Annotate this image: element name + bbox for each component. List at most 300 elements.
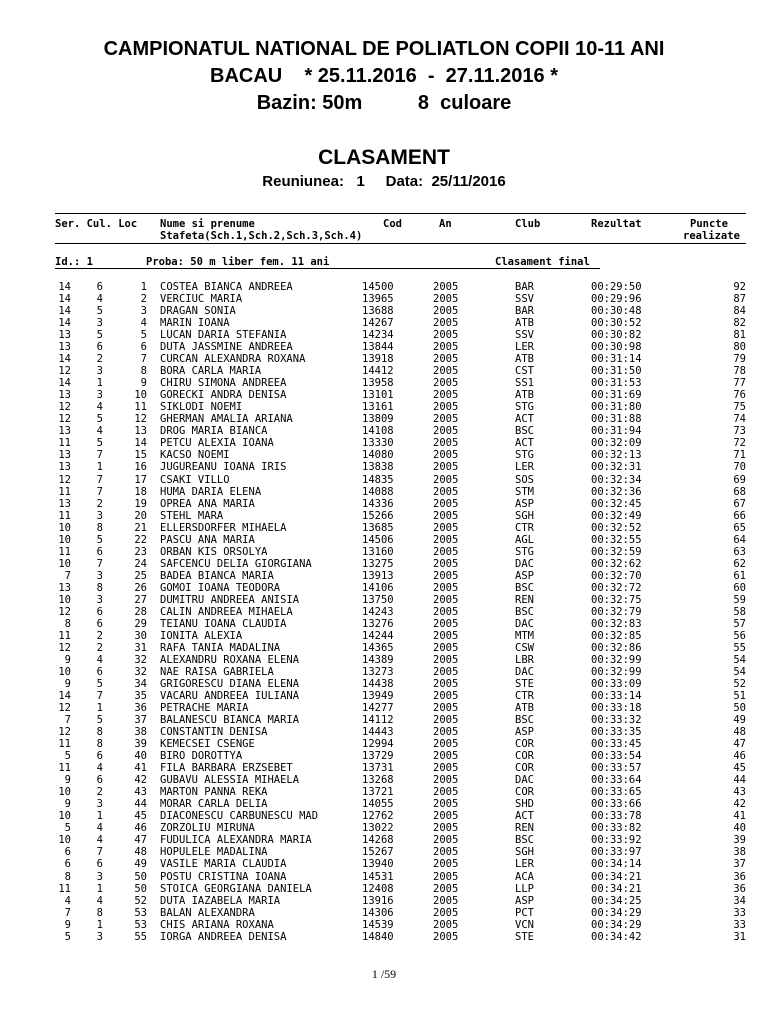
col-puncte: Puncte: [690, 218, 728, 230]
cell-rezultat: 00:32:70: [591, 569, 642, 582]
cell-cul: 3: [96, 569, 103, 582]
cell-an: 2005: [433, 798, 459, 811]
cell-ser: 12: [58, 702, 71, 714]
event-status: Clasament final: [495, 256, 590, 268]
cell-cul: 8: [96, 906, 103, 919]
cell-rezultat: 00:30:82: [591, 329, 642, 342]
cell-loc: 46: [134, 822, 147, 835]
cell-cod: 13685: [362, 521, 394, 534]
table-row: [0, 377, 768, 389]
cell-loc: 36: [134, 702, 147, 714]
cell-an: 2005: [433, 702, 459, 714]
cell-loc: 53: [134, 906, 147, 919]
cell-cul: 6: [96, 341, 103, 354]
cell-club: SGH: [515, 846, 534, 859]
cell-rezultat: 00:32:79: [591, 605, 642, 618]
cell-puncte: 78: [733, 365, 746, 378]
cell-puncte: 87: [733, 293, 746, 305]
cell-club: LER: [515, 341, 534, 354]
cell-rezultat: 00:31:50: [591, 365, 642, 378]
table-row: [0, 449, 768, 461]
cell-puncte: 40: [733, 822, 746, 835]
cell-name: GUBAVU ALESSIA MIHAELA: [160, 774, 300, 787]
cell-cod: 13729: [362, 750, 394, 763]
cell-puncte: 54: [733, 666, 746, 678]
cell-an: 2005: [433, 846, 459, 859]
cell-puncte: 66: [733, 509, 746, 522]
cell-an: 2005: [433, 389, 459, 402]
cell-loc: 49: [134, 858, 147, 871]
cell-club: SHD: [515, 798, 534, 811]
cell-club: AGL: [515, 533, 534, 546]
cell-club: SSV: [515, 293, 534, 305]
cell-loc: 3: [140, 305, 147, 318]
cell-ser: 6: [64, 858, 71, 871]
table-row: [0, 738, 768, 750]
cell-cul: 2: [96, 497, 103, 510]
table-row: [0, 317, 768, 329]
cell-club: COR: [515, 762, 534, 775]
cell-an: 2005: [433, 726, 459, 739]
cell-ser: 13: [58, 389, 71, 402]
cell-loc: 18: [134, 485, 147, 498]
cell-club: STE: [515, 678, 534, 690]
cell-cod: 14268: [362, 834, 394, 847]
cell-name: BALANESCU BIANCA MARIA: [160, 714, 300, 727]
cell-loc: 29: [134, 617, 147, 630]
cell-cul: 4: [96, 762, 103, 775]
header-bottom-rule: [55, 243, 746, 244]
cell-puncte: 69: [733, 473, 746, 486]
cell-ser: 13: [58, 581, 71, 594]
cell-club: SSV: [515, 329, 534, 342]
cell-cul: 7: [96, 485, 103, 498]
cell-cod: 13965: [362, 293, 394, 305]
cell-loc: 37: [134, 714, 147, 727]
cell-puncte: 79: [733, 353, 746, 366]
table-row: [0, 618, 768, 630]
table-row: [0, 690, 768, 702]
cell-loc: 31: [134, 641, 147, 654]
cell-ser: 9: [64, 653, 71, 666]
cell-ser: 14: [58, 305, 71, 318]
col-realizate: realizate: [683, 230, 740, 242]
table-row: [0, 907, 768, 919]
cell-loc: 52: [134, 894, 147, 907]
cell-ser: 11: [58, 509, 71, 522]
cell-name: DUTA IAZABELA MARIA: [160, 894, 281, 907]
cell-loc: 21: [134, 521, 147, 534]
table-row: [0, 474, 768, 486]
cell-rezultat: 00:30:98: [591, 341, 642, 354]
cell-rezultat: 00:32:49: [591, 509, 642, 522]
cell-club: CTR: [515, 690, 534, 702]
cell-club: DAC: [515, 617, 534, 630]
cell-loc: 11: [134, 401, 147, 414]
cell-puncte: 71: [733, 449, 746, 462]
cell-loc: 25: [134, 569, 147, 582]
cell-cul: 5: [96, 413, 103, 426]
cell-club: LBR: [515, 653, 534, 666]
cell-name: VERCIUC MARIA: [160, 293, 243, 305]
cell-club: BAR: [515, 281, 534, 293]
cell-rezultat: 00:33:97: [591, 846, 642, 859]
cell-ser: 10: [58, 557, 71, 570]
cell-name: PETRACHE MARIA: [160, 702, 249, 714]
cell-cod: 12762: [362, 810, 394, 823]
cell-club: ATB: [515, 702, 534, 714]
col-ser-cul-loc: Ser. Cul. Loc: [55, 218, 138, 230]
cell-ser: 13: [58, 425, 71, 438]
cell-cul: 6: [96, 281, 103, 293]
cell-loc: 16: [134, 461, 147, 474]
cell-rezultat: 00:34:21: [591, 870, 642, 883]
cell-loc: 9: [140, 377, 147, 390]
cell-an: 2005: [433, 666, 459, 678]
cell-name: JUGUREANU IOANA IRIS: [160, 461, 287, 474]
cell-name: POSTU CRISTINA IOANA: [160, 870, 287, 883]
cell-cul: 1: [96, 377, 103, 390]
cell-cul: 8: [96, 581, 103, 594]
session-date: Reuniunea: 1 Data: 25/11/2016: [262, 173, 506, 190]
cell-loc: 24: [134, 557, 147, 570]
cell-cod: 13022: [362, 822, 394, 835]
table-row: [0, 594, 768, 606]
cell-an: 2005: [433, 690, 459, 702]
cell-cul: 7: [96, 473, 103, 486]
cell-cul: 6: [96, 750, 103, 763]
cell-club: DAC: [515, 666, 534, 678]
cell-cul: 1: [96, 918, 103, 931]
cell-ser: 9: [64, 678, 71, 690]
cell-puncte: 74: [733, 413, 746, 426]
cell-name: DIACONESCU CARBUNESCU MAD: [160, 810, 319, 823]
cell-name: ORBAN KIS ORSOLYA: [160, 545, 268, 558]
cell-rezultat: 00:33:54: [591, 750, 642, 763]
pool-info: Bazin: 50m 8 culoare: [256, 92, 512, 114]
cell-club: PCT: [515, 906, 534, 919]
table-row: [0, 858, 768, 870]
cell-cod: 14500: [362, 281, 394, 293]
cell-club: LER: [515, 858, 534, 871]
cell-name: GORECKI ANDRA DENISA: [160, 389, 287, 402]
cell-cul: 3: [96, 870, 103, 883]
cell-club: BAR: [515, 305, 534, 318]
table-row: [0, 883, 768, 895]
cell-cul: 1: [96, 702, 103, 714]
table-row: [0, 341, 768, 353]
cell-rezultat: 00:33:14: [591, 690, 642, 702]
cell-club: DAC: [515, 557, 534, 570]
cell-ser: 7: [64, 906, 71, 919]
cell-cod: 13916: [362, 894, 394, 907]
cell-an: 2005: [433, 918, 459, 931]
cell-an: 2005: [433, 774, 459, 787]
cell-loc: 32: [134, 666, 147, 678]
cell-name: STOICA GEORGIANA DANIELA: [160, 882, 312, 895]
cell-puncte: 55: [733, 641, 746, 654]
cell-cod: 14539: [362, 918, 394, 931]
cell-cul: 3: [96, 317, 103, 330]
cell-name: BORA CARLA MARIA: [160, 365, 262, 378]
cell-cul: 4: [96, 293, 103, 305]
cell-rezultat: 00:32:83: [591, 617, 642, 630]
cell-loc: 48: [134, 846, 147, 859]
cell-puncte: 36: [733, 882, 746, 895]
cell-rezultat: 00:32:86: [591, 641, 642, 654]
cell-puncte: 47: [733, 738, 746, 751]
cell-ser: 12: [58, 641, 71, 654]
cell-club: ATB: [515, 317, 534, 330]
cell-cod: 13161: [362, 401, 394, 414]
cell-club: MTM: [515, 629, 534, 642]
table-row: [0, 726, 768, 738]
cell-loc: 38: [134, 726, 147, 739]
cell-ser: 10: [58, 834, 71, 847]
cell-club: SS1: [515, 377, 534, 390]
cell-name: KEMECSEI CSENGE: [160, 738, 255, 751]
cell-rezultat: 00:32:13: [591, 449, 642, 462]
cell-name: ELLERSDORFER MIHAELA: [160, 521, 287, 534]
cell-club: BSC: [515, 581, 534, 594]
cell-an: 2005: [433, 786, 459, 799]
cell-an: 2005: [433, 557, 459, 570]
cell-loc: 30: [134, 629, 147, 642]
cell-loc: 34: [134, 678, 147, 690]
cell-club: COR: [515, 750, 534, 763]
table-row: [0, 353, 768, 365]
cell-cul: 3: [96, 593, 103, 606]
cell-cul: 4: [96, 834, 103, 847]
cell-loc: 28: [134, 605, 147, 618]
cell-club: ATB: [515, 389, 534, 402]
cell-name: SIKLODI NOEMI: [160, 401, 243, 414]
event-id: Id.: 1: [55, 256, 93, 268]
cell-cul: 3: [96, 365, 103, 378]
cell-rezultat: 00:33:18: [591, 702, 642, 714]
cell-ser: 4: [64, 894, 71, 907]
cell-loc: 12: [134, 413, 147, 426]
cell-cod: 14112: [362, 714, 394, 727]
cell-an: 2005: [433, 545, 459, 558]
cell-cod: 14443: [362, 726, 394, 739]
cell-rezultat: 00:33:09: [591, 678, 642, 690]
cell-cul: 8: [96, 726, 103, 739]
table-row: [0, 437, 768, 449]
cell-cod: 14506: [362, 533, 394, 546]
cell-loc: 42: [134, 774, 147, 787]
cell-cod: 14106: [362, 581, 394, 594]
cell-rezultat: 00:29:50: [591, 281, 642, 293]
cell-an: 2005: [433, 641, 459, 654]
cell-name: BADEA BIANCA MARIA: [160, 569, 274, 582]
cell-name: HOPULELE MADALINA: [160, 846, 268, 859]
cell-loc: 47: [134, 834, 147, 847]
cell-rezultat: 00:33:57: [591, 762, 642, 775]
table-row: [0, 750, 768, 762]
table-row: [0, 498, 768, 510]
championship-title: CAMPIONATUL NATIONAL DE POLIATLON COPII 10-11 ANI: [103, 38, 665, 60]
cell-cod: 14088: [362, 485, 394, 498]
cell-club: LER: [515, 461, 534, 474]
cell-loc: 10: [134, 389, 147, 402]
cell-ser: 11: [58, 629, 71, 642]
cell-loc: 41: [134, 762, 147, 775]
cell-club: BSC: [515, 605, 534, 618]
cell-club: STG: [515, 449, 534, 462]
cell-puncte: 84: [733, 305, 746, 318]
cell-rezultat: 00:33:65: [591, 786, 642, 799]
table-row: [0, 834, 768, 846]
table-row: [0, 798, 768, 810]
cell-an: 2005: [433, 750, 459, 763]
cell-cul: 5: [96, 437, 103, 450]
cell-name: BALAN ALEXANDRA: [160, 906, 255, 919]
table-row: [0, 606, 768, 618]
cell-loc: 45: [134, 810, 147, 823]
cell-club: CTR: [515, 521, 534, 534]
cell-rezultat: 00:31:94: [591, 425, 642, 438]
cell-cod: 14234: [362, 329, 394, 342]
cell-ser: 8: [64, 617, 71, 630]
cell-club: SGH: [515, 509, 534, 522]
cell-ser: 10: [58, 786, 71, 799]
cell-an: 2005: [433, 762, 459, 775]
cell-cul: 1: [96, 882, 103, 895]
cell-cod: 14055: [362, 798, 394, 811]
cell-loc: 40: [134, 750, 147, 763]
cell-loc: 15: [134, 449, 147, 462]
cell-cul: 5: [96, 678, 103, 690]
cell-cod: 13844: [362, 341, 394, 354]
cell-cod: 13330: [362, 437, 394, 450]
cell-puncte: 60: [733, 581, 746, 594]
cell-loc: 6: [140, 341, 147, 354]
cell-name: ZORZOLIU MIRUNA: [160, 822, 255, 835]
cell-puncte: 45: [733, 762, 746, 775]
cell-puncte: 52: [733, 678, 746, 690]
table-row: [0, 582, 768, 594]
cell-name: CONSTANTIN DENISA: [160, 726, 268, 739]
cell-name: VASILE MARIA CLAUDIA: [160, 858, 287, 871]
cell-club: BSC: [515, 714, 534, 727]
cell-name: MORAR CARLA DELIA: [160, 798, 268, 811]
cell-puncte: 54: [733, 653, 746, 666]
table-row: [0, 461, 768, 473]
cell-cul: 6: [96, 605, 103, 618]
cell-puncte: 67: [733, 497, 746, 510]
cell-cul: 5: [96, 533, 103, 546]
cell-an: 2005: [433, 509, 459, 522]
table-row: [0, 702, 768, 714]
cell-rezultat: 00:32:34: [591, 473, 642, 486]
cell-name: DRAGAN SONIA: [160, 305, 236, 318]
cell-cul: 3: [96, 930, 103, 943]
cell-an: 2005: [433, 906, 459, 919]
cell-cul: 2: [96, 786, 103, 799]
cell-cod: 13958: [362, 377, 394, 390]
cell-an: 2005: [433, 461, 459, 474]
cell-puncte: 31: [733, 930, 746, 943]
cell-an: 2005: [433, 449, 459, 462]
table-row: [0, 522, 768, 534]
cell-ser: 12: [58, 605, 71, 618]
cell-club: ASP: [515, 894, 534, 907]
location-dates: BACAU * 25.11.2016 - 27.11.2016 *: [210, 65, 558, 87]
cell-cul: 3: [96, 389, 103, 402]
cell-cul: 4: [96, 894, 103, 907]
cell-rezultat: 00:30:52: [591, 317, 642, 330]
cell-an: 2005: [433, 341, 459, 354]
cell-ser: 14: [58, 690, 71, 702]
cell-cul: 4: [96, 401, 103, 414]
cell-cod: 13731: [362, 762, 394, 775]
cell-club: REN: [515, 593, 534, 606]
cell-loc: 8: [140, 365, 147, 378]
cell-club: ATB: [515, 353, 534, 366]
table-row: [0, 919, 768, 931]
table-row: [0, 630, 768, 642]
cell-cod: 13918: [362, 353, 394, 366]
cell-ser: 6: [64, 846, 71, 859]
cell-an: 2005: [433, 629, 459, 642]
table-row: [0, 786, 768, 798]
cell-an: 2005: [433, 930, 459, 943]
cell-cul: 8: [96, 738, 103, 751]
cell-loc: 43: [134, 786, 147, 799]
cell-club: BSC: [515, 834, 534, 847]
cell-cul: 5: [96, 305, 103, 318]
cell-ser: 7: [64, 569, 71, 582]
table-row: [0, 305, 768, 317]
cell-loc: 17: [134, 473, 147, 486]
cell-ser: 9: [64, 918, 71, 931]
cell-puncte: 62: [733, 557, 746, 570]
cell-loc: 14: [134, 437, 147, 450]
event-proba: Proba: 50 m liber fem. 11 ani: [146, 256, 330, 268]
cell-name: VACARU ANDREEA IULIANA: [160, 690, 300, 702]
cell-rezultat: 00:29:96: [591, 293, 642, 305]
cell-name: TEIANU IOANA CLAUDIA: [160, 617, 287, 630]
cell-loc: 20: [134, 509, 147, 522]
cell-ser: 8: [64, 870, 71, 883]
cell-ser: 11: [58, 882, 71, 895]
cell-puncte: 43: [733, 786, 746, 799]
cell-loc: 26: [134, 581, 147, 594]
cell-loc: 22: [134, 533, 147, 546]
cell-puncte: 59: [733, 593, 746, 606]
cell-club: STE: [515, 930, 534, 943]
cell-name: IORGA ANDREEA DENISA: [160, 930, 287, 943]
cell-loc: 35: [134, 690, 147, 702]
cell-ser: 13: [58, 449, 71, 462]
cell-club: ASP: [515, 497, 534, 510]
cell-an: 2005: [433, 653, 459, 666]
cell-cod: 14267: [362, 317, 394, 330]
col-cod: Cod: [383, 218, 402, 230]
cell-name: CHIRU SIMONA ANDREEA: [160, 377, 287, 390]
cell-club: COR: [515, 738, 534, 751]
cell-loc: 50: [134, 870, 147, 883]
cell-club: SOS: [515, 473, 534, 486]
cell-cod: 13160: [362, 545, 394, 558]
header-top-rule: [55, 213, 746, 214]
cell-ser: 9: [64, 774, 71, 787]
cell-an: 2005: [433, 281, 459, 293]
cell-puncte: 46: [733, 750, 746, 763]
cell-club: ACT: [515, 810, 534, 823]
cell-cod: 14244: [362, 629, 394, 642]
